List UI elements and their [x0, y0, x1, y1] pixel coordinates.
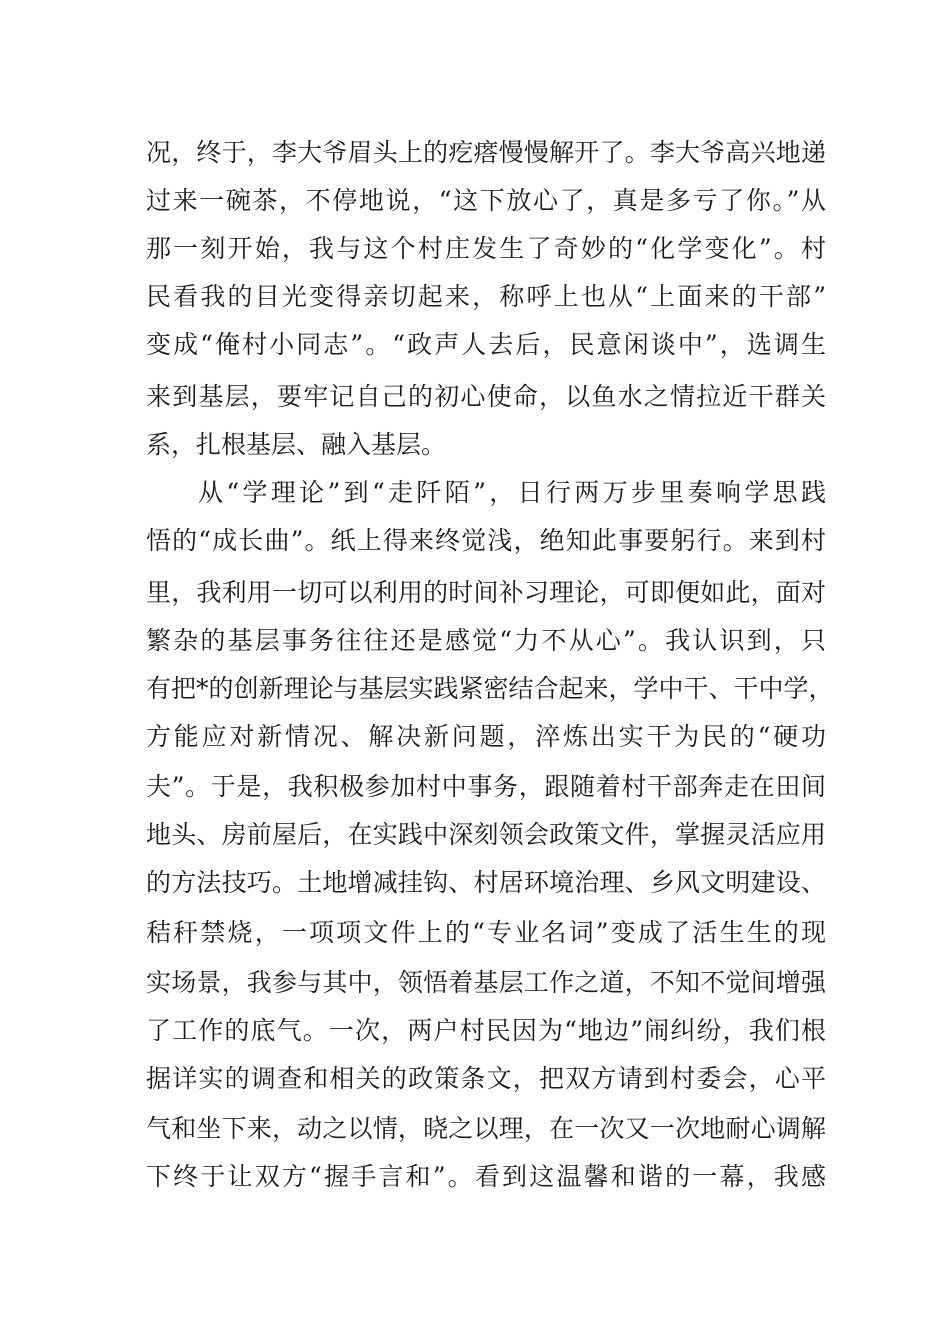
text-line: 地头、房前屋后，在实践中深刻领会政策文件，掌握灵活应用 [146, 820, 826, 849]
text-line: 民看我的目光变得亲切起来，称呼上也从“上面来的干部” [146, 282, 826, 311]
text-line: 况，终于，李大爷眉头上的疙瘩慢慢解开了。李大爷高兴地递 [146, 138, 826, 167]
text-line: 气和坐下来，动之以情，晓之以理，在一次又一次地耐心调解 [146, 1114, 826, 1143]
text-line: 方能应对新情况、解决新问题，淬炼出实干为民的“硬功 [146, 722, 826, 751]
text-line: 繁杂的基层事务往往还是感觉“力不从心”。我认识到，只 [146, 626, 826, 655]
text-line: 的方法技巧。土地增减挂钩、村居环境治理、乡风文明建设、 [146, 868, 826, 897]
text-line: 下终于让双方“握手言和”。看到这温馨和谐的一幕，我感 [146, 1162, 826, 1191]
text-line: 夫”。于是，我积极参加村中事务，跟随着村干部奔走在田间 [146, 772, 826, 801]
text-line: 来到基层，要牢记自己的初心使命，以鱼水之情拉近干群关 [146, 382, 826, 411]
text-line: 了工作的底气。一次，两户村民因为“地边”闹纠纷，我们根 [146, 1016, 826, 1045]
paragraph-end-line: 系，扎根基层、融入基层。 [146, 430, 447, 459]
text-line: 里，我利用一切可以利用的时间补习理论，可即便如此，面对 [146, 578, 826, 607]
paragraph-start-line: 从“学理论”到“走阡陌”，日行两万步里奏响学思践 [198, 478, 826, 507]
text-line: 实场景，我参与其中，领悟着基层工作之道，不知不觉间增强 [146, 968, 826, 997]
text-line: 据详实的调查和相关的政策条文，把双方请到村委会，心平 [146, 1064, 826, 1093]
text-line: 那一刻开始，我与这个村庄发生了奇妙的“化学变化”。村 [146, 234, 826, 263]
text-line: 变成“俺村小同志”。“政声人去后，民意闲谈中”，选调生 [146, 330, 826, 359]
text-line: 过来一碗茶，不停地说，“这下放心了，真是多亏了你。”从 [146, 186, 826, 215]
text-line: 有把*的创新理论与基层实践紧密结合起来，学中干、干中学， [146, 674, 834, 703]
text-line: 悟的“成长曲”。纸上得来终觉浅，绝知此事要躬行。来到村 [146, 526, 826, 555]
text-line: 秸秆禁烧，一项项文件上的“专业名词”变成了活生生的现 [146, 918, 826, 947]
